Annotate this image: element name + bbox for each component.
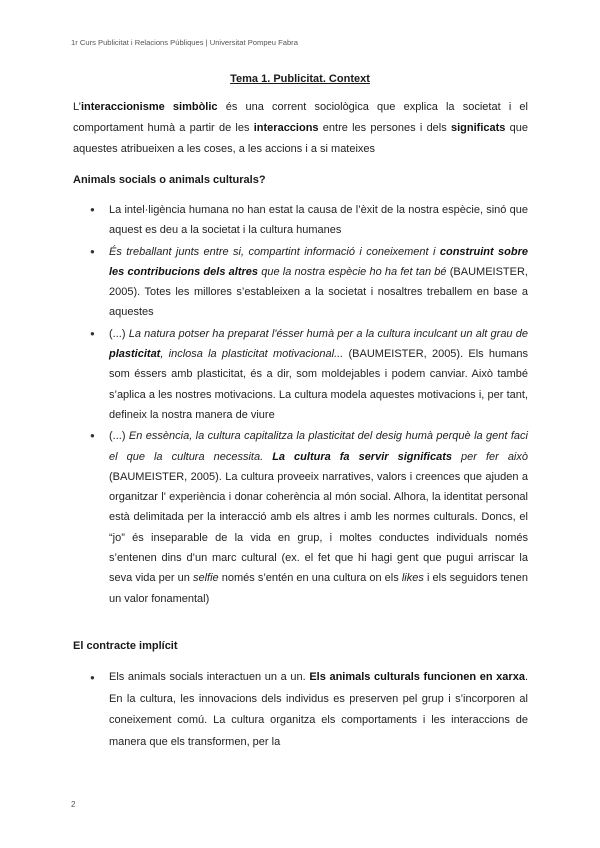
intro-paragraph: L’interaccionisme simbòlic és una corrent sociològica que explica la societat i el comportament humà a partir de les interaccions entre les persones i dels significats que aquestes atribueixen a les coses, a les accions i a si mateixes [73,101,528,155]
section-heading-animals: Animals socials o animals culturals? [73,174,266,186]
section-heading-contracte: El contracte implícit [73,640,178,652]
bullet-list-contracte [73,667,528,753]
page-title: Tema 1. Publicitat. Context [230,73,370,85]
list-item: ● (...) En essència, la cultura capitalitza la plasticitat del desig humà perquè la gent faci el que la cultura necessita. La cultura fa servir significats per fer això (BAUMEISTER, 2005). La cultura proveeix narratives, valors i creences que ajuden a organitzar l' experiència i donar coherència al món social. Alhora, la identitat personal està delimitada per la interacció amb els altres i amb les normes culturals. Doncs, el “jo” és inseparable de la vida en grup, i moltes conductes individuals només s’entenen dins d’un marc cultural (ex. el fet que hi hagi gent que pugui arriscar la seva vida per un selfie només s’entén en una cultura on els likes i els seguidors tenen un valor fonamental) [73,426,528,609]
page-number: 2 [71,800,76,809]
list-item: ● (...) La natura potser ha preparat l'ésser humà per a la cultura inculcant un alt grau de plasticitat, inclosa la plasticitat motivacional... (BAUMEISTER, 2005). Els humans som éssers amb plasticitat, és a dir, som moldejables i podem canviar. Això també s’aplica a les nostres motivacions. La cultura modela aquestes motivacions i, per tant, defineix la nostra manera de viure [73,324,528,425]
list-item: ● Els animals socials interactuen un a un. Els animals culturals funcionen en xarxa. En la cultura, les innovacions dels individus es preserven pel grup i s’incorporen al coneixement comú. La cultura organitza els comportaments i les interaccions de manera que els transformen, per la [73,667,528,753]
list-item: ● La intel·ligència humana no han estat la causa de l’èxit de la nostra espècie, sinó que aquest es deu a la societat i la cultura humanes [73,200,528,241]
bullet-list-animals [73,200,528,609]
running-header: 1r Curs Publicitat i Relacions Públiques | Universitat Pompeu Fabra [71,38,298,47]
list-item: ● És treballant junts entre si, compartint informació i coneixement i construint sobre les contribucions dels altres que la nostra espècie ho ha fet tan bé (BAUMEISTER, 2005). Totes les millores s’estableixen a la societat i nosaltres treballem en base a aquestes [73,242,528,323]
